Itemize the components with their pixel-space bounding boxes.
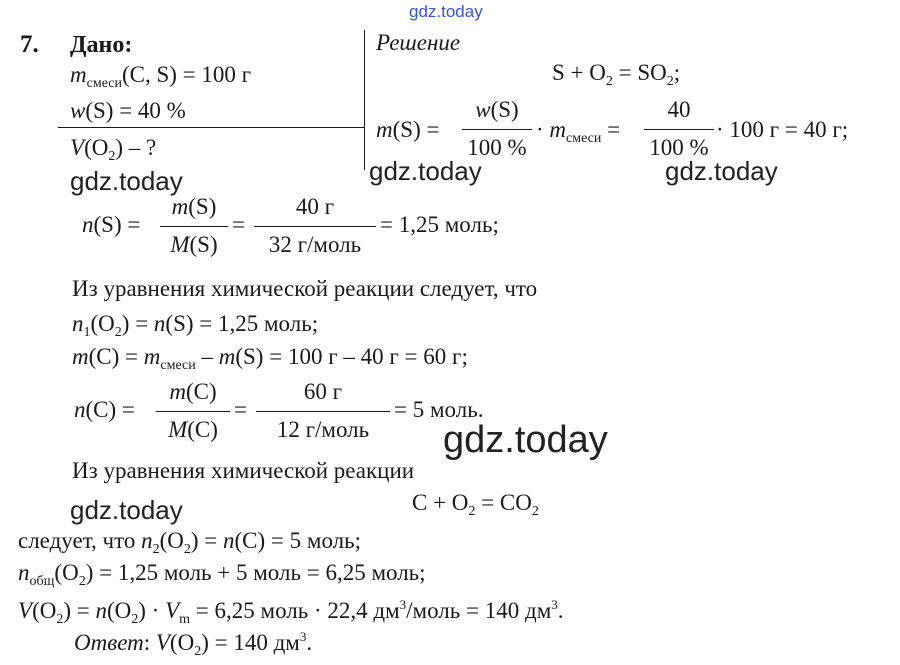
given-separator bbox=[58, 127, 364, 128]
n-total-line: $n_{общ}(O_2) = 1,25$ моль + 5 моль = 6,25 моль; bbox=[18, 560, 426, 589]
watermark: gdz.today bbox=[443, 419, 608, 461]
n-c-eq: = bbox=[234, 397, 247, 422]
problem-number: 7. bbox=[20, 31, 39, 58]
watermark: gdz.today bbox=[70, 166, 183, 196]
n-c-rhs: = 5 моль. bbox=[394, 397, 484, 422]
given-mass-mixture: $m_{смеси}(C$, S) = 100 г bbox=[70, 62, 252, 91]
m-s-fraction-1: w(S) 100 % bbox=[462, 97, 532, 161]
m-s-mid: · $m_{смеси}$ = bbox=[536, 117, 621, 146]
n-s-lhs: n(S) = bbox=[82, 212, 141, 237]
watermark: gdz.today bbox=[369, 156, 482, 186]
reaction-carbon: $C + O_2 = CO_2$ bbox=[412, 490, 539, 519]
n-c-fraction-1: m(C) M(C) bbox=[156, 379, 230, 443]
column-divider bbox=[364, 30, 365, 170]
m-s-rhs: · 100 г = 40 г; bbox=[716, 117, 849, 142]
m-s-lhs: m(S) = bbox=[376, 117, 440, 142]
n2-o2-line: следует, что $n_2(O_2) = n(C) = 5$ моль; bbox=[18, 528, 362, 557]
answer-line: Ответ: $V(O_2) = 140$ $дм^3$. bbox=[74, 629, 313, 659]
watermark: gdz.today bbox=[665, 156, 778, 186]
n-s-eq: = bbox=[232, 212, 245, 237]
text-from-equation-1: Из уравнения химической реакции следует, что bbox=[72, 276, 538, 301]
m-s-fraction-2: 40 100 % bbox=[644, 97, 714, 161]
given-mass-fraction: w(S) = 40 % bbox=[70, 98, 186, 123]
given-label: Дано: bbox=[70, 32, 133, 58]
m-c-line: $m(C) = m_{смеси} - m(S) = 100$ г – 40 г = 60 г; bbox=[72, 344, 468, 373]
n-s-fraction-1: m(S) M(S) bbox=[160, 194, 228, 258]
n-c-fraction-2: 60 г 12 г/моль bbox=[256, 379, 390, 443]
watermark-top: gdz.today bbox=[409, 2, 483, 21]
n-s-fraction-2: 40 г 32 г/моль bbox=[254, 194, 376, 258]
find-label: $V(O_2)$ – ? bbox=[70, 135, 157, 164]
watermark: gdz.today bbox=[70, 495, 183, 525]
reaction-sulfur: $S + O_2 = SO_2$; bbox=[552, 60, 681, 89]
text-from-equation-2: Из уравнения химической реакции bbox=[72, 458, 415, 483]
n1-o2-line: $n_1(O_2) = n(S) = 1,25$ моль; bbox=[72, 311, 319, 340]
n-c-lhs: n(C) = bbox=[74, 397, 135, 422]
n-s-rhs: = 1,25 моль; bbox=[380, 212, 499, 237]
v-o2-line: $V(O_2) = n(O_2) \cdot V_m = 6,25$ моль · 22,4 $дм^3$/моль = 140 $дм^3$. bbox=[18, 597, 564, 627]
solution-label: Решение bbox=[376, 30, 461, 55]
